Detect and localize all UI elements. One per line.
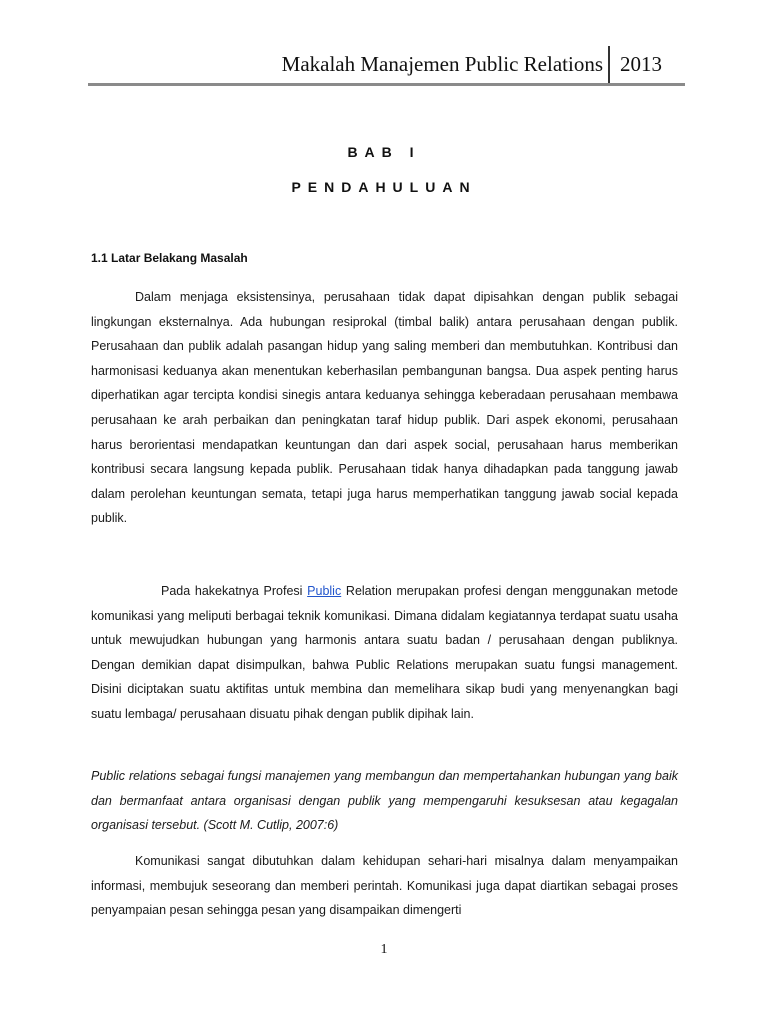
paragraph-2 [91,579,678,727]
paragraph-1: Dalam menjaga eksistensinya, perusahaan tidak dapat dipisahkan dengan publik sebagai lingkungan eksternalnya. Ada hubungan resiprokal (timbal balik) antara perusahaan dengan publik. Perusahaan dan publik adalah pasangan hidup yang saling memberi dan membutuhkan. Kontribusi dan harmonisasi keduanya akan menentukan keberhasilan pembangunan bangsa. Dua aspek penting harus diperhatikan agar tercipta kondisi sinegis antara keduanya sehingga keberadaan perusahaan membawa perusahaan ke arah perbaikan dan peningkatan taraf hidup publik. Dari aspek ekonomi, perusahaan harus berorientasi mendapatkan keuntungan dan dari aspek social, perusahaan harus memberikan kontribusi secara langsung kepada publik. Perusahaan tidak hanya dihadapkan pada tanggung jawab dalam perolehan keuntungan semata, tetapi juga harus memperhatikan tanggung jawab social kepada publik. [91,290,678,526]
paragraph-2-start: Pada hakekatnya Profesi [161,584,308,598]
header-rule [88,83,685,86]
header-year: 2013 [620,52,662,76]
quote-paragraph: Public relations sebagai fungsi manajemen yang membangun dan mempertahankan hubungan yang baik dan bermanfaat antara organisasi dengan publik yang mempengaruhi kesuksesan atau kegagalan organisasi tersebut. (Scott M. Cutlip, 2007:6) [91,769,678,833]
header-separator [608,46,610,83]
paragraph-4: Komunikasi sangat dibutuhkan dalam kehidupan sehari-hari misalnya dalam menyampaikan informasi, membujuk seseorang dan memberi perintah. Komunikasi juga dapat diartikan sebagai proses penyampaian pesan sehingga pesan yang disampaikan dimengerti [91,854,678,918]
section-heading: 1.1 Latar Belakang Masalah [91,251,248,265]
page-header [88,46,685,86]
public-link[interactable]: Public [307,584,342,598]
header-title: Makalah Manajemen Public Relations [281,52,603,76]
chapter-title: PENDAHULUAN [291,179,477,195]
chapter-number: BAB I [347,144,421,160]
paragraph-2-rest: Relation merupakan profesi dengan menggunakan metode komunikasi yang meliputi berbagai teknik komunikasi. Dimana didalam kegiatannya terdapat suatu usaha untuk mewujudkan hubungan yang harmonis antara suatu badan / perusahaan dengan publiknya. Dengan demikian dapat disimpulkan, bahwa Public Relations merupakan suatu fungsi management. Disini diciptakan suatu aktifitas untuk membina dan memelihara sikap budi yang menyenangkan bagi suatu lembaga/ perusahaan disuatu pihak dengan publik dipihak lain. [91,584,678,721]
page-number: 1 [380,942,388,957]
